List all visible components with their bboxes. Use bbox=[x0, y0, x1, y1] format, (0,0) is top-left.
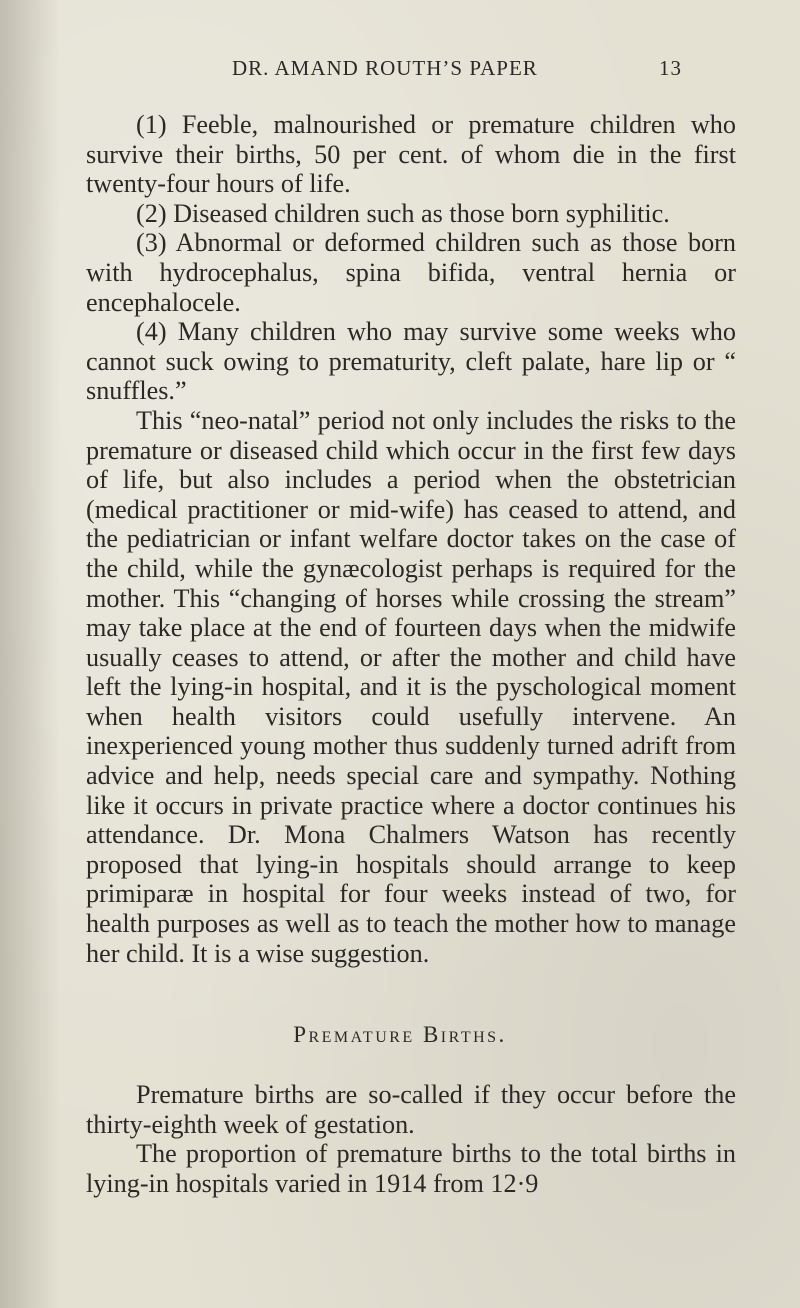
main-text bbox=[86, 110, 736, 968]
running-title: DR. AMAND ROUTH’S PAPER bbox=[232, 56, 538, 80]
body-paragraph: This “neo-natal” period not only includes the risks to the premature or diseased child which occur in the first few days of life, but also includes a period when the obstetrician (medical practitioner or mid-wife) has ceased to attend, and the pediatrician or infant welfare doctor takes on the case of the child, while the gynæcologist perhaps is required for the mother. This “changing of horses while crossing the stream” may take place at the end of fourteen days when the midwife usually ceases to attend, or after the mother and child have left the lying-in hospital, and it is the pyschological moment when health visitors could usefully intervene. An inexperienced young mother thus suddenly turned adrift from advice and help, needs special care and sympathy. Nothing like it occurs in private practice where a doctor continues his attendance. Dr. Mona Chalmers Watson has recently proposed that lying-in hospitals should arrange to keep primiparæ in hospital for four weeks instead of two, for health purposes as well as to teach the mother how to manage her child. It is a wise suggestion. bbox=[86, 405, 736, 968]
list-item: (2) Diseased children such as those born syphilitic. bbox=[136, 198, 670, 228]
page-gutter-shadow bbox=[0, 0, 60, 1308]
list-item: (3) Abnormal or deformed children such as those born with hydrocephalus, spina bifida, ventral hernia or encephalocele. bbox=[86, 228, 736, 317]
section-paragraph: Premature births are so-called if they occur before the thirty-eighth week of gestation. bbox=[86, 1080, 736, 1139]
list-item: (1) Feeble, malnourished or premature children who survive their births, 50 per cent. of whom die in the first twenty-four hours of life. bbox=[86, 110, 736, 199]
section-paragraph: The proportion of premature births to the total births in lying-in hospitals varied in 1914 from 12·9 bbox=[86, 1139, 736, 1198]
running-head bbox=[232, 56, 682, 81]
list-item: (4) Many children who may survive some weeks who cannot suck owing to prematurity, cleft palate, hare lip or “ snuffles.” bbox=[86, 317, 736, 406]
page-number: 13 bbox=[659, 56, 682, 80]
section-text bbox=[86, 1080, 736, 1198]
section-heading: Premature Births. bbox=[293, 1022, 507, 1047]
